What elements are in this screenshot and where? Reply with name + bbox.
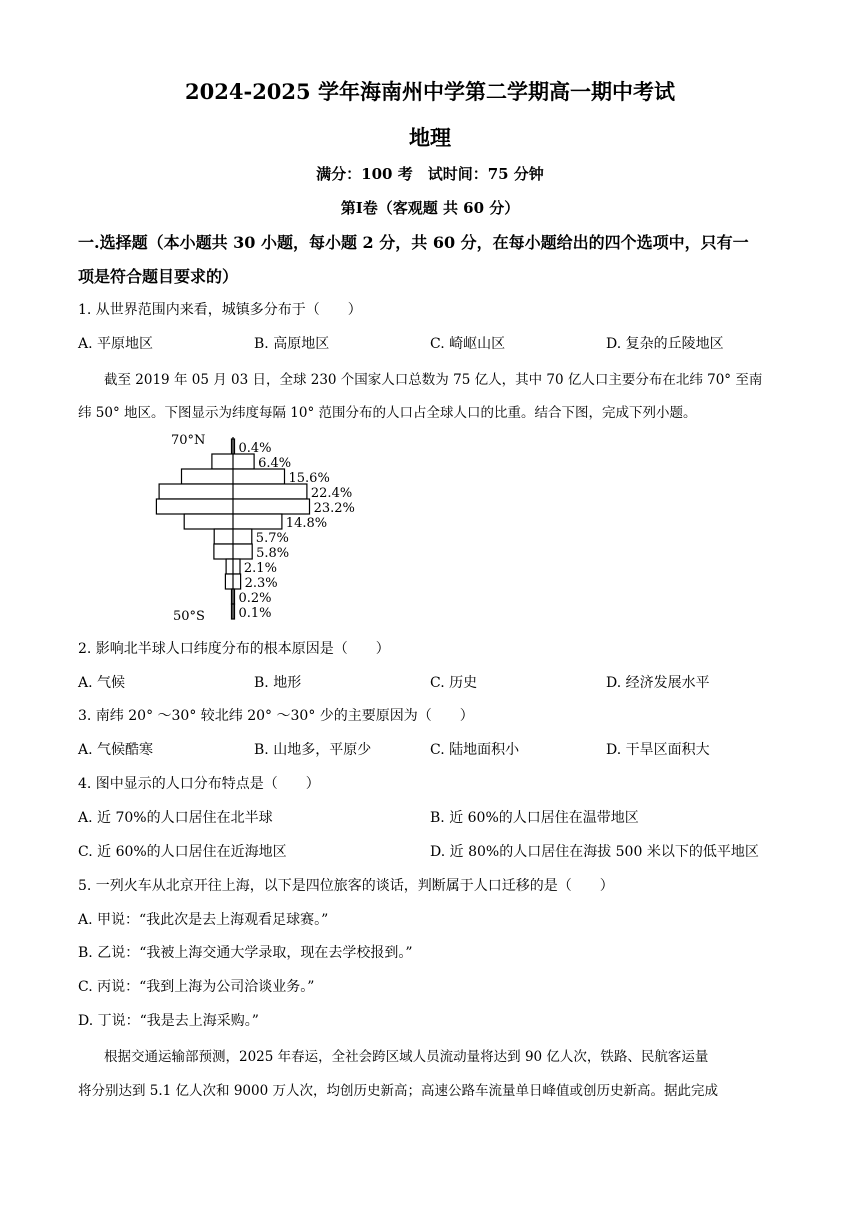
q1-option-d[interactable]: D. 复杂的丘陵地区	[606, 336, 724, 352]
q4-option-d[interactable]: D. 近 80%的人口居住在海拔 500 米以下的低平地区	[430, 844, 759, 860]
chart-value-label: 5.8%	[256, 546, 290, 561]
section-instructions-line1: 一.选择题（本小题共 30 小题，每小题 2 分，共 60 分，在每小题给出的四个选项中，只有一	[78, 233, 749, 252]
q2-option-d[interactable]: D. 经济发展水平	[606, 675, 710, 691]
question-2-stem: 2. 影响北半球人口纬度分布的根本原因是（ ）	[78, 641, 390, 657]
passage-2-line1: 根据交通运输部预测，2025 年春运，全社会跨区域人员流动量将达到 90 亿人次，铁路、民航客运量	[104, 1049, 709, 1065]
q3-option-d[interactable]: D. 干旱区面积大	[606, 742, 710, 758]
subject-title: 地理	[409, 125, 451, 150]
chart-value-label: 0.4%	[238, 441, 272, 456]
passage-1-line1: 截至 2019 年 05 月 03 日，全球 230 个国家人口总数为 75 亿人，其中 70 亿人口主要分布在北纬 70° 至南	[104, 372, 763, 388]
q5-option-c[interactable]: C. 丙说：“我到上海为公司洽谈业务。”	[78, 979, 315, 995]
chart-value-label: 2.3%	[244, 576, 278, 591]
part-title: 第Ⅰ卷（客观题 共 60 分）	[340, 199, 520, 217]
q5-option-d[interactable]: D. 丁说：“我是去上海采购。”	[78, 1013, 259, 1029]
chart-value-label: 23.2%	[313, 501, 355, 516]
chart-bottom-label: 50°S	[173, 609, 205, 624]
chart-value-label: 0.1%	[238, 606, 272, 621]
q5-option-b[interactable]: B. 乙说：“我被上海交通大学录取，现在去学校报到。”	[78, 945, 413, 961]
q3-option-b[interactable]: B. 山地多，平原少	[254, 742, 372, 758]
q5-option-a[interactable]: A. 甲说：“我此次是去上海观看足球赛。”	[78, 912, 329, 928]
section-instructions-line2: 项是符合题目要求的）	[78, 267, 239, 286]
chart-top-label: 70°N	[171, 433, 206, 448]
chart-value-label: 2.1%	[243, 561, 277, 576]
population-latitude-chart	[0, 425, 460, 625]
q2-option-b[interactable]: B. 地形	[254, 675, 302, 691]
q1-option-b[interactable]: B. 高原地区	[254, 336, 330, 352]
q1-option-a[interactable]: A. 平原地区	[78, 336, 154, 352]
q3-option-c[interactable]: C. 陆地面积小	[430, 742, 520, 758]
chart-value-label: 22.4%	[310, 486, 353, 501]
q4-option-c[interactable]: C. 近 60%的人口居住在近海地区	[78, 844, 287, 860]
passage-2-line2: 将分别达到 5.1 亿人次和 9000 万人次，均创历史新高；高速公路车流量单日峰值或创历史新高。据此完成	[78, 1083, 718, 1099]
q2-option-a[interactable]: A. 气候	[78, 675, 126, 691]
chart-value-label: 15.6%	[288, 471, 330, 486]
q4-option-b[interactable]: B. 近 60%的人口居住在温带地区	[430, 810, 639, 826]
q2-option-c[interactable]: C. 历史	[430, 675, 478, 691]
exam-title: 2024-2025 学年海南州中学第二学期高一期中考试	[185, 79, 675, 104]
passage-1-line2: 纬 50° 地区。下图显示为纬度每隔 10° 范围分布的人口占全球人口的比重。结合下图，完成下列小题。	[78, 405, 697, 421]
question-5-stem: 5. 一列火车从北京开往上海，以下是四位旅客的谈话，判断属于人口迁移的是（ ）	[78, 878, 614, 894]
chart-value-label: 6.4%	[258, 456, 292, 471]
question-1-stem: 1. 从世界范围内来看，城镇多分布于（ ）	[78, 302, 362, 318]
chart-value-label: 0.2%	[238, 591, 272, 606]
chart-value-label: 5.7%	[255, 531, 289, 546]
chart-value-label: 14.8%	[285, 516, 328, 531]
q4-option-a[interactable]: A. 近 70%的人口居住在北半球	[78, 810, 273, 826]
question-4-stem: 4. 图中显示的人口分布特点是（ ）	[78, 776, 320, 792]
question-3-stem: 3. 南纬 20° ～30° 较北纬 20° ～30° 少的主要原因为（ ）	[78, 708, 474, 724]
score-time: 满分：100 考 试时间：75 分钟	[316, 165, 544, 183]
q1-option-c[interactable]: C. 崎岖山区	[430, 336, 506, 352]
q3-option-a[interactable]: A. 气候酷寒	[78, 742, 154, 758]
